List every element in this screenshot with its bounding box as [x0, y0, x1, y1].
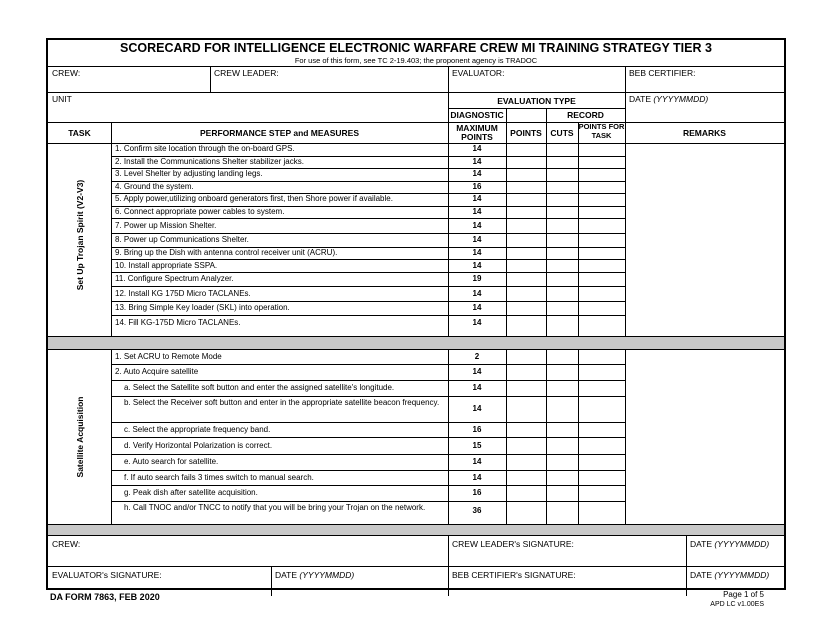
max-points-cell: 14: [472, 472, 482, 482]
max-points-cell: 14: [472, 303, 482, 312]
performance-step: 9. Bring up the Dish with antenna control receiver unit (ACRU).: [115, 248, 338, 257]
max-points-column-header: MAXIMUM POINTS: [456, 123, 498, 142]
evaluator-signature-label: EVALUATOR's SIGNATURE:: [52, 570, 162, 580]
points-for-task-input[interactable]: [579, 471, 624, 484]
points-input[interactable]: [507, 182, 545, 193]
points-for-task-input[interactable]: [579, 365, 624, 379]
record-label: RECORD: [567, 110, 604, 120]
points-for-task-input[interactable]: [579, 455, 624, 469]
points-for-task-input[interactable]: [579, 260, 624, 271]
max-points-cell: 14: [472, 169, 482, 179]
performance-step: 1. Set ACRU to Remote Mode: [115, 351, 222, 361]
performance-step: 2. Install the Communications Shelter stabilizer jacks.: [115, 156, 304, 166]
crew-leader-sig-date-label: DATE (YYYYMMDD): [690, 539, 770, 549]
points-input[interactable]: [507, 423, 545, 436]
cuts-input[interactable]: [547, 144, 577, 155]
points-for-task-input[interactable]: [579, 438, 624, 453]
points-input[interactable]: [507, 365, 545, 379]
cuts-input[interactable]: [547, 207, 577, 218]
date-label: DATE (YYYYMMDD): [629, 94, 709, 104]
cuts-column-header: CUTS: [550, 128, 574, 138]
cuts-input[interactable]: [547, 260, 577, 271]
max-points-cell: 14: [472, 220, 482, 230]
points-input[interactable]: [507, 316, 545, 330]
unit-label: UNIT: [52, 94, 72, 104]
performance-step: 13. Bring Simple Key loader (SKL) into operation.: [115, 303, 290, 312]
cuts-input[interactable]: [547, 397, 577, 421]
performance-step: 5. Apply power,utilizing onboard generators first, then Shore power if available.: [115, 194, 393, 204]
points-input[interactable]: [507, 486, 545, 500]
points-for-task-input[interactable]: [579, 287, 624, 300]
points-input[interactable]: [507, 397, 545, 421]
cuts-input[interactable]: [547, 273, 577, 285]
cuts-input[interactable]: [547, 316, 577, 330]
max-points-cell: 14: [472, 248, 482, 257]
points-input[interactable]: [507, 438, 545, 453]
points-input[interactable]: [507, 455, 545, 469]
evaluator-input[interactable]: [452, 78, 622, 90]
cuts-input[interactable]: [547, 219, 577, 232]
beb-sig-date-label: DATE (YYYYMMDD): [690, 570, 770, 580]
task2-remarks-field[interactable]: [627, 351, 782, 521]
points-for-task-input[interactable]: [579, 182, 624, 193]
performance-step: 1. Confirm site location through the on-board GPS.: [115, 144, 295, 154]
points-input[interactable]: [507, 381, 545, 395]
evaluator-sig-date-input[interactable]: [275, 580, 443, 592]
cuts-input[interactable]: [547, 486, 577, 500]
remarks-column-header: REMARKS: [683, 128, 726, 138]
points-input[interactable]: [507, 248, 545, 258]
cuts-input[interactable]: [547, 365, 577, 379]
form-subtitle: For use of this form, see TC 2-19.403; the proponent agency is TRADOC: [294, 56, 538, 65]
performance-step: 2. Auto Acquire satellite: [115, 367, 199, 376]
beb-certifier-signature-label: BEB CERTIFIER's SIGNATURE:: [452, 570, 576, 580]
points-input[interactable]: [507, 207, 545, 218]
form-id: DA FORM 7863, FEB 2020: [50, 592, 160, 602]
task-column-header: TASK: [68, 128, 91, 138]
points-for-task-input[interactable]: [579, 381, 624, 395]
points-input[interactable]: [507, 502, 545, 519]
max-points-cell: 15: [472, 440, 482, 450]
performance-step: 4. Ground the system.: [115, 181, 194, 191]
evaluator-signature-input[interactable]: [52, 580, 267, 592]
cuts-input[interactable]: [547, 381, 577, 395]
points-for-task-input[interactable]: [579, 248, 624, 258]
max-points-cell: 14: [472, 235, 482, 244]
max-points-cell: 14: [472, 367, 482, 376]
crew-leader-signature-label: CREW LEADER's SIGNATURE:: [452, 539, 574, 549]
points-input[interactable]: [507, 144, 545, 155]
page-number: Page 1 of 5: [723, 590, 764, 599]
points-for-task-column-header: POINTS FOR TASK: [578, 122, 625, 140]
cuts-input[interactable]: [547, 234, 577, 246]
crew-leader-sig-date-input[interactable]: [690, 550, 780, 564]
max-points-cell: 14: [472, 206, 482, 216]
points-column-header: POINTS: [510, 128, 542, 138]
performance-step: 10. Install appropriate SSPA.: [115, 260, 218, 270]
scorecard-form: [46, 38, 786, 590]
points-input[interactable]: [507, 273, 545, 285]
max-points-cell: 2: [474, 351, 480, 361]
max-points-cell: 16: [472, 488, 482, 497]
performance-step: c. Select the appropriate frequency band.: [124, 424, 271, 434]
points-for-task-input[interactable]: [579, 207, 624, 218]
evaluation-type-label: EVALUATION TYPE: [497, 96, 576, 106]
points-for-task-input[interactable]: [579, 144, 624, 155]
crew-sig-label: CREW:: [52, 539, 81, 549]
max-points-cell: 14: [472, 317, 482, 327]
cuts-input[interactable]: [547, 350, 577, 363]
max-points-cell: 14: [472, 288, 482, 298]
cuts-input[interactable]: [547, 287, 577, 300]
performance-step: 3. Level Shelter by adjusting landing legs.: [115, 169, 263, 179]
max-points-cell: 14: [472, 404, 482, 413]
crew-sig-input[interactable]: [52, 550, 442, 564]
points-input[interactable]: [507, 219, 545, 232]
crew-leader-input[interactable]: [214, 78, 444, 90]
max-points-cell: 16: [472, 424, 482, 434]
points-for-task-input[interactable]: [579, 219, 624, 232]
points-for-task-input[interactable]: [579, 397, 624, 421]
cuts-input[interactable]: [547, 302, 577, 314]
record-checkbox[interactable]: [588, 109, 624, 121]
performance-step: b. Select the Receiver soft button and enter in the appropriate satellite beacon frequency.: [124, 398, 440, 407]
max-points-cell: 14: [472, 144, 482, 154]
performance-step: f. If auto search fails 3 times switch to manual search.: [124, 472, 314, 482]
points-input[interactable]: [507, 302, 545, 314]
points-input[interactable]: [507, 350, 545, 363]
crew-leader-signature-input[interactable]: [452, 550, 682, 564]
performance-column-header: PERFORMANCE STEP and MEASURES: [199, 128, 359, 138]
performance-step: d. Verify Horizontal Polarization is correct.: [124, 440, 273, 450]
points-input[interactable]: [507, 194, 545, 205]
form-title: SCORECARD FOR INTELLIGENCE ELECTRONIC WARFARE CREW MI TRAINING STRATEGY TIER 3: [120, 41, 712, 55]
evaluator-sig-date-label: DATE (YYYYMMDD): [275, 570, 355, 580]
crew-label: CREW:: [52, 68, 81, 78]
beb-certifier-label: BEB CERTIFIER:: [629, 68, 696, 78]
max-points-cell: 14: [472, 383, 482, 392]
points-for-task-input[interactable]: [579, 302, 624, 314]
form-version: APD LC v1.00ES: [710, 601, 764, 608]
cuts-input[interactable]: [547, 248, 577, 258]
performance-step: g. Peak dish after satellite acquisition.: [124, 488, 258, 497]
points-input[interactable]: [507, 260, 545, 271]
beb-certifier-input[interactable]: [629, 78, 779, 90]
cuts-input[interactable]: [547, 423, 577, 436]
max-points-cell: 36: [472, 505, 482, 515]
points-for-task-input[interactable]: [579, 234, 624, 246]
performance-step: 11. Configure Spectrum Analyzer.: [115, 274, 234, 283]
cuts-input[interactable]: [547, 194, 577, 205]
points-input[interactable]: [507, 157, 545, 168]
points-input[interactable]: [507, 234, 545, 246]
crew-leader-label: CREW LEADER:: [214, 68, 279, 78]
cuts-input[interactable]: [547, 182, 577, 193]
evaluator-label: EVALUATOR:: [452, 68, 505, 78]
date-input[interactable]: [629, 104, 779, 120]
points-for-task-input[interactable]: [579, 350, 624, 363]
cuts-input[interactable]: [547, 455, 577, 469]
cuts-input[interactable]: [547, 438, 577, 453]
cuts-input[interactable]: [547, 471, 577, 484]
task1-name: Set Up Trojan Spirit (V2-V3): [75, 179, 85, 291]
max-points-cell: 14: [472, 156, 482, 166]
section-separator: [48, 337, 784, 349]
points-for-task-input[interactable]: [579, 169, 624, 180]
max-points-cell: 16: [472, 181, 482, 191]
cuts-input[interactable]: [547, 169, 577, 180]
section-separator: [48, 525, 784, 535]
diagnostic-checkbox[interactable]: [508, 109, 546, 121]
points-for-task-input[interactable]: [579, 423, 624, 436]
performance-step: 6. Connect appropriate power cables to system.: [115, 206, 285, 216]
points-input[interactable]: [507, 471, 545, 484]
task1-remarks-field[interactable]: [627, 145, 782, 335]
max-points-cell: 14: [472, 194, 482, 204]
performance-step: h. Call TNOC and/or TNCC to notify that you will be bring your Trojan on the network.: [124, 503, 426, 512]
points-for-task-input[interactable]: [579, 157, 624, 168]
performance-step: 12. Install KG 175D Micro TACLANEs.: [115, 288, 251, 298]
max-points-cell: 19: [472, 274, 482, 283]
diagnostic-label: DIAGNOSTIC: [450, 110, 504, 120]
performance-step: 7. Power up Mission Shelter.: [115, 220, 217, 230]
task2-name: Satellite Acquisition: [75, 396, 85, 478]
unit-input[interactable]: [52, 104, 442, 120]
crew-input[interactable]: [52, 78, 206, 90]
performance-step: 8. Power up Communications Shelter.: [115, 235, 249, 244]
points-for-task-input[interactable]: [579, 316, 624, 330]
points-for-task-input[interactable]: [579, 486, 624, 500]
performance-step: 14. Fill KG-175D Micro TACLANEs.: [115, 317, 241, 327]
cuts-input[interactable]: [547, 502, 577, 519]
points-input[interactable]: [507, 287, 545, 300]
performance-step: a. Select the Satellite soft button and enter the assigned satellite's longitude.: [124, 383, 395, 392]
cuts-input[interactable]: [547, 157, 577, 168]
performance-step: e. Auto search for satellite.: [124, 457, 219, 466]
points-for-task-input[interactable]: [579, 194, 624, 205]
points-input[interactable]: [507, 169, 545, 180]
points-for-task-input[interactable]: [579, 502, 624, 519]
points-for-task-input[interactable]: [579, 273, 624, 285]
max-points-cell: 14: [472, 457, 482, 466]
max-points-cell: 14: [472, 260, 482, 270]
